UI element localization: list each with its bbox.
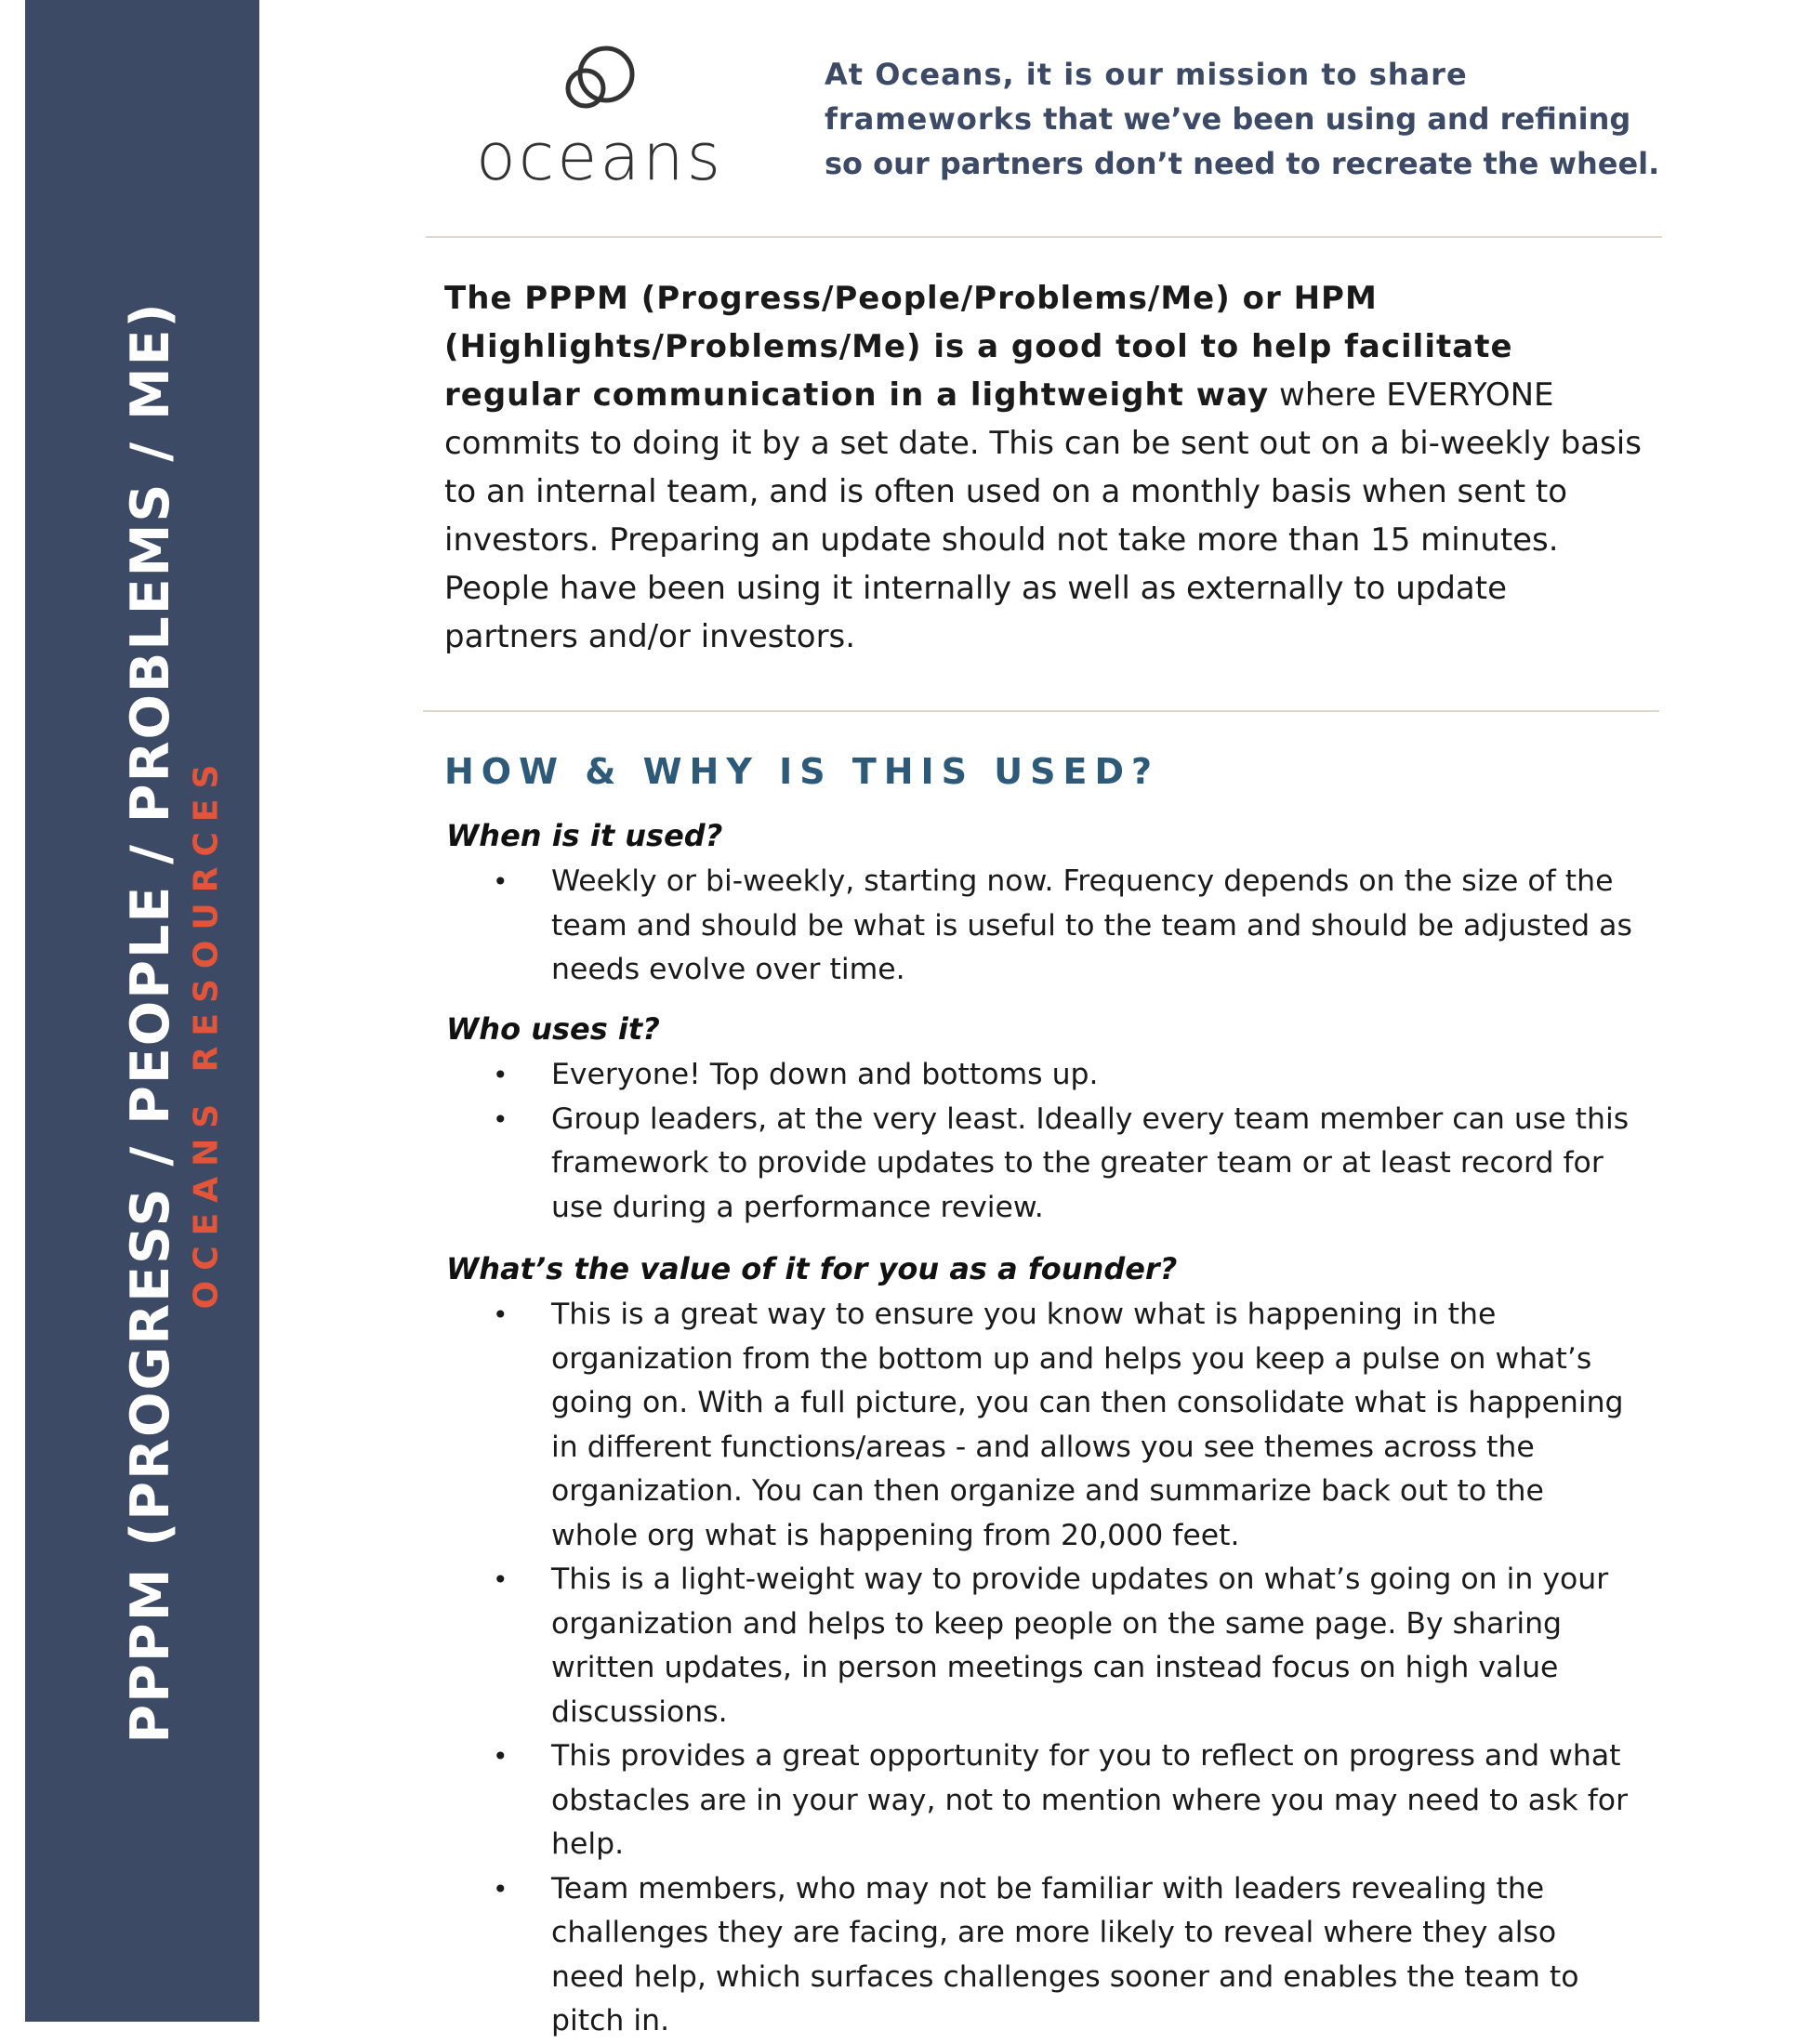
interlocking-rings-icon [465,37,734,121]
mission-bold: At Oceans, it is our mission to share frameworks [825,57,1468,137]
bullet-icon: • [493,866,508,897]
sidebar-title: PPPM (PROGRESS / PEOPLE / PROBLEMS / ME) [120,301,181,1744]
bullet-text: This is a great way to ensure you know what is happening in the organization from the bottom up and helps you keep a pulse on what’s going on. With a full picture, you can then consolidate what is happening in different functions/areas - and allows you see themes across the organization. You can then organize and summarize back out to the whole org what is happening from 20,000 feet. [551,1298,1624,1552]
list-item [493,1293,1636,1558]
bullet-icon: • [493,1741,508,1772]
list-item [493,1734,1636,1867]
list-item [493,1867,1636,2044]
bullet-text: This provides a great opportunity for you to reflect on progress and what obstacles are in your way, not to mention where you may need to ask for help. [551,1739,1629,1861]
bullet-text: Group leaders, at the very least. Ideally every team member can use this framework to provide updates to the greater team or at least record for use during a performance review. [551,1101,1630,1224]
list-item [493,1558,1636,1734]
divider-top [426,236,1662,238]
mission-statement [825,52,1661,186]
section-heading: HOW & WHY IS THIS USED? [444,751,1160,792]
bullet-icon: • [493,1873,508,1905]
oceans-logo [465,37,734,195]
bullet-icon: • [493,1564,508,1595]
list-item [493,860,1636,993]
question-who: Who uses it? [446,1011,660,1047]
bullet-text: Everyone! Top down and bottoms up. [551,1058,1099,1091]
bullet-icon: • [493,1299,508,1330]
divider-middle [423,710,1659,712]
bullet-icon: • [493,1060,508,1090]
bullet-list-who [493,1053,1636,1230]
bullet-text: Team members, who may not be familiar with leaders revealing the challenges they are facing, are more likely to reveal where they also need help, which surfaces challenges sooner and enables the team to pitch in. [551,1871,1579,2037]
intro-rest: where EVERYONE commits to doing it by a set date. This can be sent out on a bi-weekly basis to an internal team, and is often used on a monthly basis when sent to investors. Preparing an update should not take more than 15 minutes. People have been using it internally as well as externally to update partners and/or investors. [444,376,1642,655]
bullet-text: This is a light-weight way to provide updates on what’s going on in your organization and helps to keep people on the same page. By sharing written updates, in person meetings can instead focus on high value discussions. [551,1563,1609,1729]
logo-wordmark: oceans [475,119,724,195]
sidebar [25,0,259,2022]
bullet-text: Weekly or bi-weekly, starting now. Frequency depends on the size of the team and should be what is useful to the team and should be adjusted as needs evolve over time. [551,864,1632,986]
question-when: When is it used? [446,818,723,853]
intro-bold: The PPPM (Progress/People/Problems/Me) or HPM (Highlights/Problems/Me) is a good tool to help facilitate regular communication in a lightweight way [444,280,1513,414]
bullet-list-when [493,860,1636,993]
mission-rest: that we’ve been using and refining so our partners don’t need to recreate the wheel. [825,101,1660,181]
intro-paragraph [444,274,1643,661]
question-value: What’s the value of it for you as a founder? [446,1251,1178,1286]
bullet-list-value [493,1293,1636,2044]
list-item [493,1053,1636,1098]
sidebar-subtitle: OCEANS RESOURCES [187,754,226,1310]
list-item [493,1098,1636,1231]
bullet-icon: • [493,1103,508,1135]
